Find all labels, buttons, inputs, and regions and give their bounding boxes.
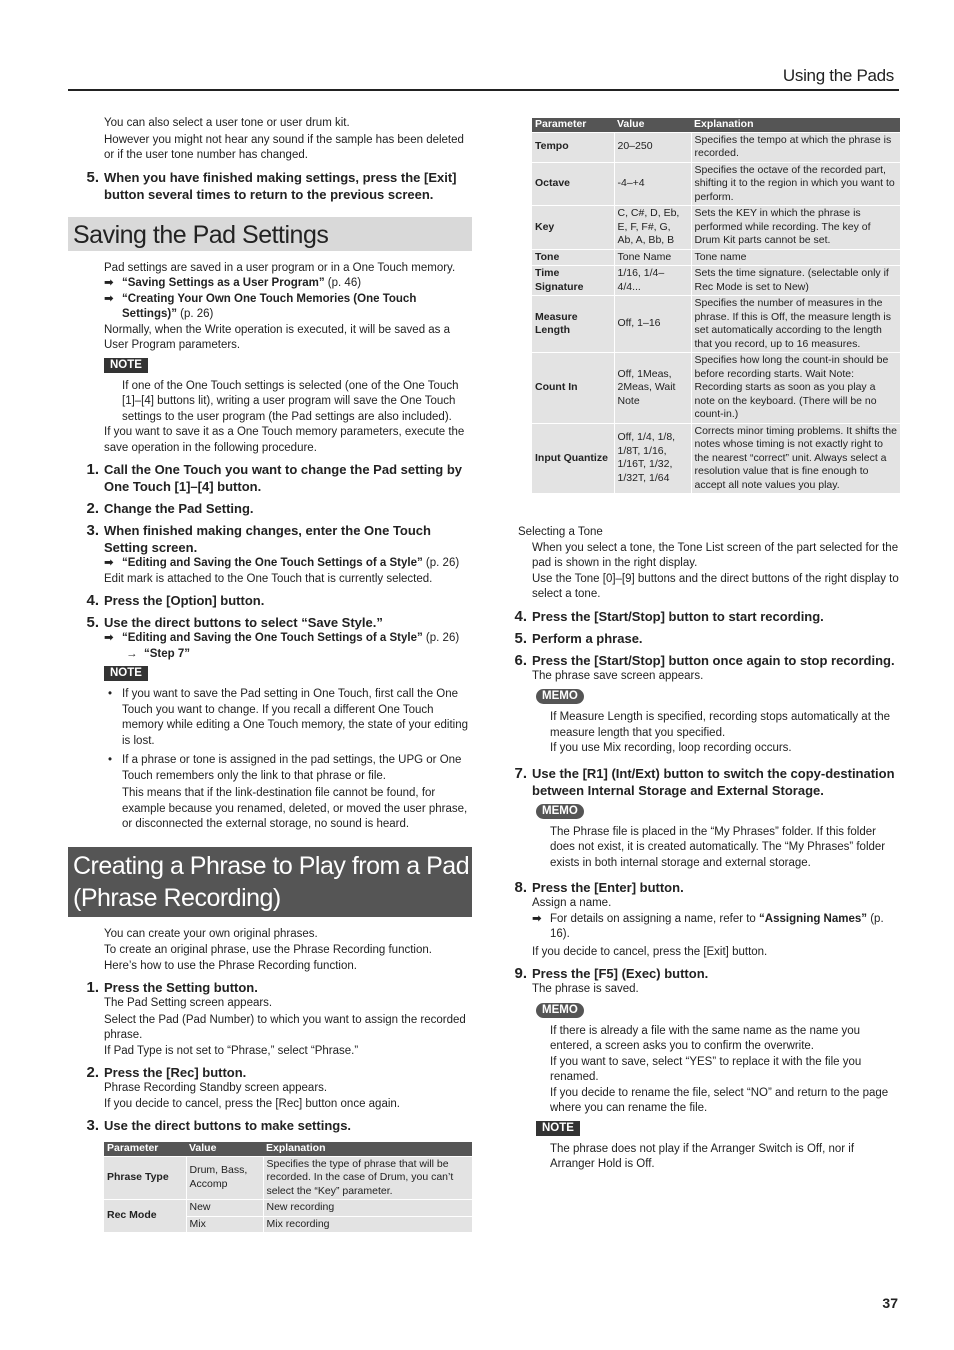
- left-column: [68, 116, 472, 1232]
- note-badge: NOTE: [536, 1121, 580, 1136]
- s2-step-1-p2: Select the Pad (Pad Number) to which you want to assign the recorded phrase.: [104, 1013, 466, 1041]
- arrow-right-icon: ➡: [104, 632, 114, 644]
- arrow-right-icon: ➡: [532, 912, 542, 925]
- r-step-8-p: Assign a name.: [532, 897, 612, 909]
- s1-step-3: 3. When finished making changes, enter the One Touch Setting screen.: [86, 522, 431, 555]
- r-step-6-p: The phrase save screen appears.: [532, 669, 704, 682]
- s1-bullet-2: • If a phrase or tone is assigned in the pad settings, the UPG or One Touch remembers only the link to that phrase or file.: [108, 754, 462, 782]
- s1-paragraph-4: Edit mark is attached to the One Touch that is currently selected.: [104, 572, 433, 585]
- step-5-exit: 5. When you have finished making settings, press the [Exit] button several times to return to the previous screen.: [86, 168, 457, 202]
- s1-ref-1[interactable]: ➡ “Saving Settings as a User Program” (p. 46): [68, 276, 472, 292]
- memo-2-text: The Phrase file is placed in the “My Phrases” folder. If this folder does not exist, it is created automatically. The “My Phrases” folder exists in both internal storage and external storage.: [550, 825, 886, 869]
- arrow-right-icon: ➡: [104, 292, 114, 305]
- s2-paragraph-2: To create an original phrase, use the Phrase Recording function.: [104, 944, 432, 956]
- s2-paragraph-1: You can create your own original phrases.: [104, 927, 318, 940]
- table-row: Phrase Type Drum, Bass, Accomp Specifies the type of phrase that will be recorded. In the case of Drum, you can’t select the “Key” parameter.: [104, 1156, 472, 1200]
- table-row: Key C, C#, D, Eb, E, F, F#, G, Ab, A, Bb, B Sets the KEY in which the phrase is performed while recording. The key of Drum Kit parts cannot be set.: [532, 206, 900, 250]
- table-row: Octave -4–+4 Specifies the octave of the recorded part, shifting it to the region in which you want to perform.: [532, 162, 900, 206]
- s1-ref-2[interactable]: ➡ “Creating Your Own One Touch Memories (One Touch Settings)” (p. 26): [68, 292, 472, 323]
- s1-ref-3[interactable]: ➡ “Editing and Saving the One Touch Settings of a Style” (p. 26): [68, 556, 472, 572]
- s2-step-2: 2. Press the [Rec] button.: [86, 1064, 247, 1081]
- header-rule: [68, 89, 899, 91]
- parameter-table: Parameter Value Explanation Tempo 20–250 Specifies the tempo at which the phrase is recorded. Octave -4–+4 Specifies the octave of the recorded part, shifting it to the region in which you want to perform. Key C, C#, D, Eb, E, F, F#, G, Ab, A, Bb, B Sets the KEY in which the phrase is performed while recording. The key of Drum Kit parts cannot be set. Tone Tone Name Tone name Time Signature 1/16, 1/4–4/4... Sets the time signature. (selectable only if Rec Mode is set to New) Measure Length Off, 1–16 Specifies the number of measures in the phrase. If this is Off, the measure length is set automatically according to the length that you record, up to 16 measures. Count In Off, 1Meas, 2Meas, Wait Note Specifies how long the count-in should be before recording starts. Wait Note: Recording starts as soon as you play a note on the keyboard. (There will be no count-in.) Input Quantize Off, 1/4, 1/8, 1/8T, 1/16, 1/16T, 1/32, 1/32T, 1/64 Corrects minor timing problems. It shifts the notes whose timing is not exactly right to the nearest “correct” unit. Always select a resolution value that is fine enough to accept all note values you play.: [512, 118, 900, 493]
- table-row: Input Quantize Off, 1/4, 1/8, 1/8T, 1/16, 1/16T, 1/32, 1/32T, 1/64 Corrects minor timing problems. It shifts the notes whose timing is not exactly right to the nearest “correct” unit. Always select a resolution value that is fine enough to accept all note values you play.: [532, 423, 900, 493]
- memo-3-p3: If you decide to rename the file, select “NO” and return to the page where you can rename the file.: [550, 1086, 889, 1114]
- s1-paragraph-1: Pad settings are saved in a user program or in a One Touch memory.: [104, 261, 456, 274]
- right-column: [512, 116, 900, 1173]
- table-row: Count In Off, 1Meas, 2Meas, Wait Note Specifies how long the count-in should be before recording starts. Wait Note: Recording starts as soon as you play a note on the keyboard. (There will be no count-in.): [532, 353, 900, 424]
- s1-bullet-1: • If you want to save the Pad setting in One Touch, first call the One Touch you want to change. If you recall a different One Touch memory while editing a One Touch memory, the state of your editing is lost.: [108, 688, 469, 747]
- s1-ref-4[interactable]: ➡ “Editing and Saving the One Touch Settings of a Style” (p. 26): [68, 631, 472, 647]
- r-step-4: 4. Press the [Start/Stop] button to start recording.: [514, 607, 824, 625]
- note-badge: NOTE: [104, 666, 148, 681]
- s1-step-2: 2. Change the Pad Setting.: [86, 500, 254, 517]
- selecting-tone-p2: Use the Tone [0]–[9] buttons and the direct buttons of the right display to select a tone.: [532, 572, 899, 600]
- memo-badge: MEMO: [536, 1003, 584, 1018]
- s1-note-text: If one of the One Touch settings is selected (one of the One Touch [1]–[4] buttons lit), writing a user program will save the One Touch settings to the user program (the Pad settings are also included).: [122, 379, 459, 423]
- header-title: Using the Pads: [782, 66, 894, 85]
- table-row: Tone Tone Name Tone name: [532, 249, 900, 266]
- s2-paragraph-3: Here’s how to use the Phrase Recording function.: [104, 959, 357, 972]
- memo-1-p1: If Measure Length is specified, recording stops automatically at the measure length that you specified.: [550, 711, 891, 739]
- s1-ref-4-step[interactable]: → “Step 7”: [68, 647, 472, 663]
- section-title-phrase: Creating a Phrase to Play from a Pad (Phrase Recording): [68, 847, 472, 917]
- s1-step-1: 1. Call the One Touch you want to change the Pad setting by One Touch [1]–[4] button.: [86, 461, 463, 494]
- memo-3-p2: If you want to save, select “YES” to replace it with the file you renamed.: [550, 1055, 862, 1083]
- s2-step-1-p3: If Pad Type is not set to “Phrase,” select “Phrase.”: [104, 1044, 359, 1057]
- page-number: 37: [882, 1295, 898, 1311]
- r-step-7: 7. Use the [R1] (Int/Ext) button to switch the copy-destination between Internal Storage and External Storage.: [514, 764, 895, 798]
- s1-paragraph-2: Normally, when the Write operation is executed, it will be saved as a User Program parameters.: [104, 323, 451, 351]
- s2-step-2-p2: If you decide to cancel, press the [Rec] button once again.: [104, 1097, 400, 1110]
- r-step-8-ref[interactable]: ➡ For details on assigning a name, refer to “Assigning Names” (p. 16).: [512, 912, 900, 943]
- memo-3-p1: If there is already a file with the same name as the name you entered, a screen asks you to confirm the overwrite.: [550, 1024, 861, 1052]
- selecting-tone-p1: When you select a tone, the Tone List screen of the part selected for the pad is shown in the right display.: [532, 541, 899, 569]
- memo-badge: MEMO: [536, 804, 584, 819]
- s1-step-5: 5. Use the direct buttons to select “Save Style.”: [86, 614, 383, 631]
- note-badge: NOTE: [104, 358, 148, 373]
- s1-step-4: 4. Press the [Option] button.: [86, 592, 265, 609]
- s2-step-1: 1. Press the Setting button.: [86, 979, 258, 996]
- section-title-saving: Saving the Pad Settings: [68, 217, 472, 251]
- r-step-9-p: The phrase is saved.: [532, 983, 639, 995]
- s2-step-2-p1: Phrase Recording Standby screen appears.: [104, 1082, 328, 1094]
- arrow-small-icon: →: [126, 647, 138, 660]
- table-row: Measure Length Off, 1–16 Specifies the number of measures in the phrase. If this is Off, the measure length is set automatically according to the length that you record, up to 16 measures.: [532, 296, 900, 353]
- r-step-9: 9. Press the [F5] (Exec) button.: [514, 965, 709, 982]
- note-final-text: The phrase does not play if the Arranger Switch is Off, nor if Arranger Hold is Off.: [550, 1142, 855, 1170]
- s2-step-3: 3. Use the direct buttons to make settings.: [86, 1117, 352, 1134]
- intro-line-2: However you might not hear any sound if the sample has been deleted or if the user tone number has changed.: [104, 133, 464, 161]
- r-step-6: 6. Press the [Start/Stop] button once again to stop recording.: [514, 651, 895, 669]
- memo-badge: MEMO: [536, 689, 584, 704]
- table-row: Mix Mix recording: [104, 1216, 472, 1232]
- selecting-tone-title: Selecting a Tone: [518, 526, 603, 538]
- r-step-5: 5. Perform a phrase.: [514, 629, 643, 647]
- table-row: Tempo 20–250 Specifies the tempo at which the phrase is recorded.: [532, 132, 900, 162]
- r-step-8: 8. Press the [Enter] button.: [514, 879, 684, 896]
- arrow-right-icon: ➡: [104, 277, 114, 289]
- s2-step-1-p1: The Pad Setting screen appears.: [104, 997, 273, 1009]
- s1-bullet-2-cont: This means that if the link-destination file cannot be found, for example because you renamed, deleted, or moved the user phrase, or disconnected the external storage, no sound is heard.: [122, 787, 468, 830]
- s1-paragraph-3: If you want to save it as a One Touch memory parameters, execute the save operation in the following procedure.: [104, 426, 465, 454]
- phrase-type-table: Parameter Value Explanation Phrase Type Drum, Bass, Accomp Specifies the type of phrase that will be recorded. In the case of Drum, you can’t select the “Key” parameter. Rec Mode New New recording Mix Mix recording: [68, 1142, 472, 1232]
- table-row: Rec Mode New New recording: [104, 1200, 472, 1217]
- r-step-8-p2: If you decide to cancel, press the [Exit] button.: [532, 945, 768, 958]
- table-row: Time Signature 1/16, 1/4–4/4... Sets the time signature. (selectable only if Rec Mode is set to New): [532, 266, 900, 296]
- intro-line-1: You can also select a user tone or user drum kit.: [104, 117, 350, 129]
- arrow-right-icon: ➡: [104, 557, 114, 569]
- memo-1-p2: If you use Mix recording, loop recording occurs.: [550, 742, 792, 754]
